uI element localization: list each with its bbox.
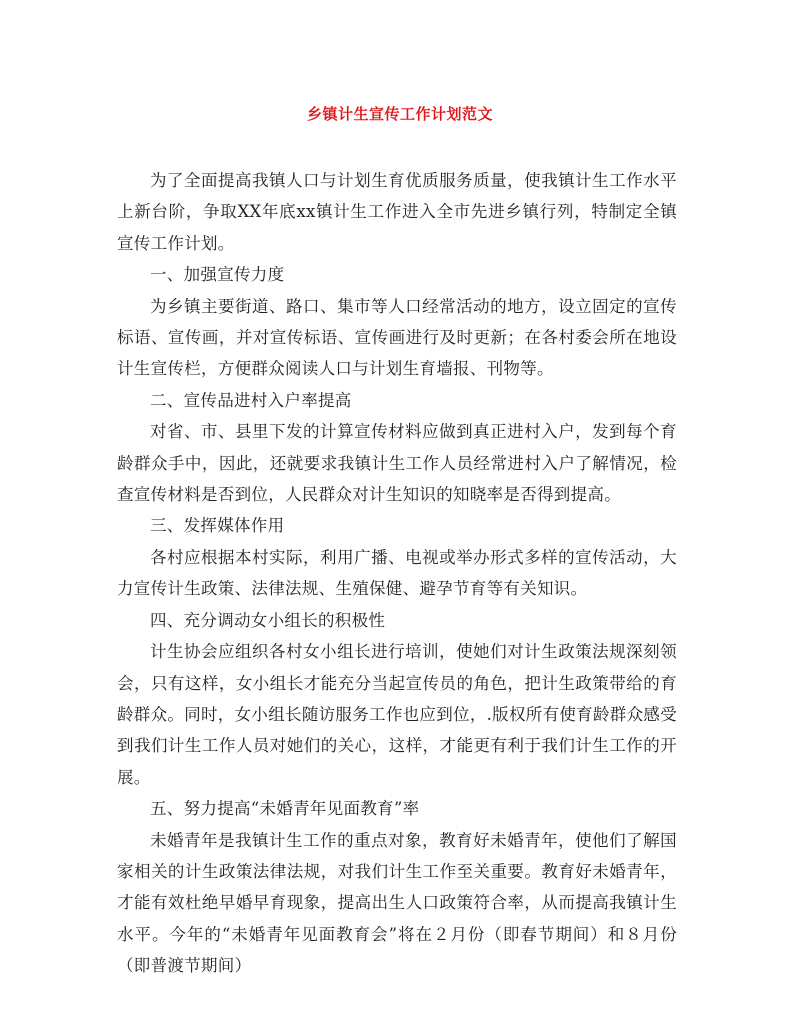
section-2-paragraph: 对省、市、县里下发的计算宣传材料应做到真正进村入户，发到每个育龄群众手中，因此，还就要求我镇计生工作人员经常进村入户了解情况，检查宣传材料是否到位，人民群众对计生知识的知晓率是否得到提高。 <box>117 422 677 505</box>
section-5-paragraph: 未婚青年是我镇计生工作的重点对象，教育好未婚青年，使他们了解国家相关的计生政策法律法规，对我们计生工作至关重要。教育好未婚青年，才能有效杜绝早婚早育现象，提高出生人口政策符合率，从而提高我镇计生水平。今年的“未婚青年见面教育会”将在２月份（即春节期间）和８月份（即普渡节期间） <box>117 830 677 976</box>
section-heading-2: 二、宣传品进村入户率提高 <box>150 390 352 410</box>
document-title: 乡镇计生宣传工作计划范文 <box>306 105 493 123</box>
section-heading-1: 一、加强宣传力度 <box>150 265 285 285</box>
section-1-paragraph: 为乡镇主要街道、路口、集市等人口经常活动的地方，设立固定的宣传标语、宣传画，并对宣传标语、宣传画进行及时更新；在各村委会所在地设计生宣传栏，方便群众阅读人口与计划生育墙报、刊物等。 <box>117 296 677 379</box>
section-heading-5: 五、努力提高“未婚青年见面教育”率 <box>150 799 420 819</box>
section-4-paragraph: 计生协会应组织各村女小组长进行培训，使她们对计生政策法规深刻领会，只有这样，女小组长才能充分当起宣传员的角色，把计生政策带给的育龄群众。同时，女小组长随访服务工作也应到位，.版权所有使育龄群众感受到我们计生工作人员对她们的关心，这样，才能更有利于我们计生工作的开展。 <box>117 642 677 787</box>
intro-paragraph: 为了全面提高我镇人口与计划生育优质服务质量，使我镇计生工作水平上新台阶，争取XX年底xx镇计生工作进入全市先进乡镇行列，特制定全镇宣传工作计划。 <box>117 171 677 253</box>
section-heading-4: 四、充分调动女小组长的积极性 <box>150 610 386 630</box>
section-3-paragraph: 各村应根据本村实际，利用广播、电视或举办形式多样的宣传活动，大力宣传计生政策、法律法规、生殖保健、避孕节育等有关知识。 <box>117 547 677 599</box>
section-heading-3: 三、发挥媒体作用 <box>150 516 285 536</box>
document-body <box>117 165 677 982</box>
